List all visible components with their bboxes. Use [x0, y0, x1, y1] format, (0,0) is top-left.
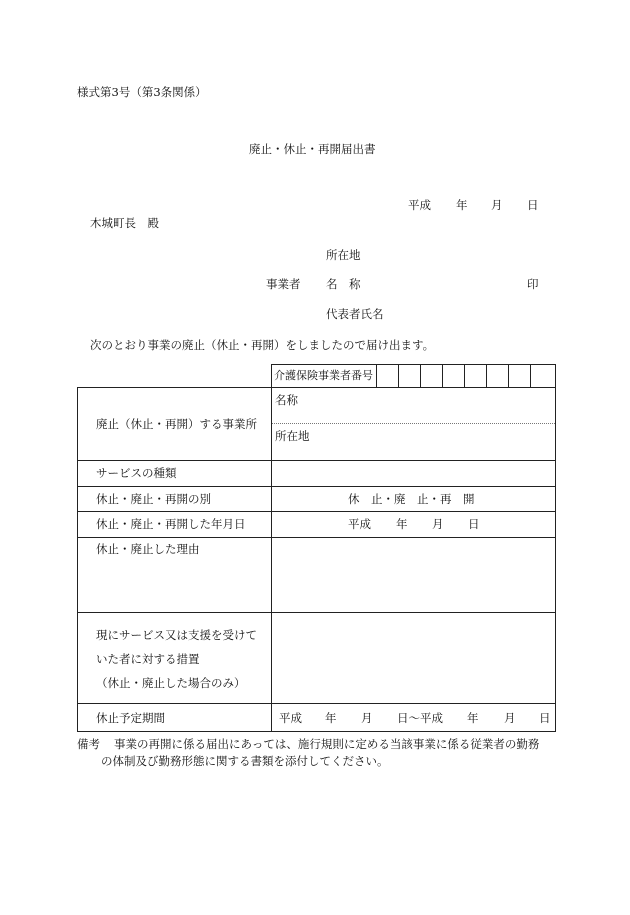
- measures-label-line3: （休止・廃止した場合のみ）: [96, 676, 246, 690]
- date-day: 日: [527, 198, 539, 212]
- date-month: 月: [491, 198, 503, 212]
- applicant-name-label: 名 称: [326, 277, 361, 291]
- page-title: 廃止・休止・再開届出書: [249, 142, 376, 156]
- addressee: 木城町長 殿: [90, 216, 159, 230]
- row-date-era: 平成: [348, 517, 371, 531]
- period-day-from: 日～平成: [397, 711, 443, 725]
- remarks-label: 備考: [77, 737, 100, 751]
- period-era-from: 平成: [279, 711, 302, 725]
- applicant-location-label: 所在地: [326, 248, 361, 262]
- period-label: 休止予定期間: [96, 711, 165, 725]
- period-day-to: 日: [539, 711, 551, 725]
- category-label: 休止・廃止・再開の別: [96, 492, 211, 506]
- period-month-from: 月: [361, 711, 373, 725]
- row-date-month: 月: [432, 517, 444, 531]
- remarks-line1: 事業の再開に係る届出にあっては、施行規則に定める当該事業に係る従業者の勤務: [114, 737, 540, 751]
- office-location-label: 所在地: [275, 429, 310, 443]
- period-year-to: 年: [467, 711, 479, 725]
- measures-label-line2: いた者に対する措置: [96, 652, 200, 666]
- category-value: 休 止・廃 止・再 開: [348, 492, 475, 506]
- date-era: 平成: [408, 198, 431, 212]
- reason-label: 休止・廃止した理由: [96, 542, 200, 556]
- office-label: 廃止（休止・再開）する事業所: [96, 417, 257, 431]
- row-date-year: 年: [396, 517, 408, 531]
- intro-text: 次のとおり事業の廃止（休止・再開）をしましたので届け出ます。: [90, 338, 435, 352]
- applicant-group-label: 事業者: [266, 277, 301, 291]
- provider-number-label: 介護保険事業者番号: [274, 369, 373, 382]
- applicant-rep-label: 代表者氏名: [326, 307, 384, 321]
- date-label: 休止・廃止・再開した年月日: [96, 517, 246, 531]
- form-id: 様式第3号（第3条関係）: [77, 85, 207, 99]
- period-month-to: 月: [504, 711, 516, 725]
- seal-mark: 印: [527, 277, 539, 291]
- measures-label-line1: 現にサービス又は支援を受けて: [96, 628, 257, 642]
- period-year-from: 年: [325, 711, 337, 725]
- row-date-day: 日: [468, 517, 480, 531]
- remarks-line2: の体制及び勤務形態に関する書類を添付してください。: [101, 754, 389, 768]
- date-year: 年: [456, 198, 468, 212]
- service-type-label: サービスの種類: [96, 466, 177, 480]
- office-name-label: 名称: [275, 393, 298, 407]
